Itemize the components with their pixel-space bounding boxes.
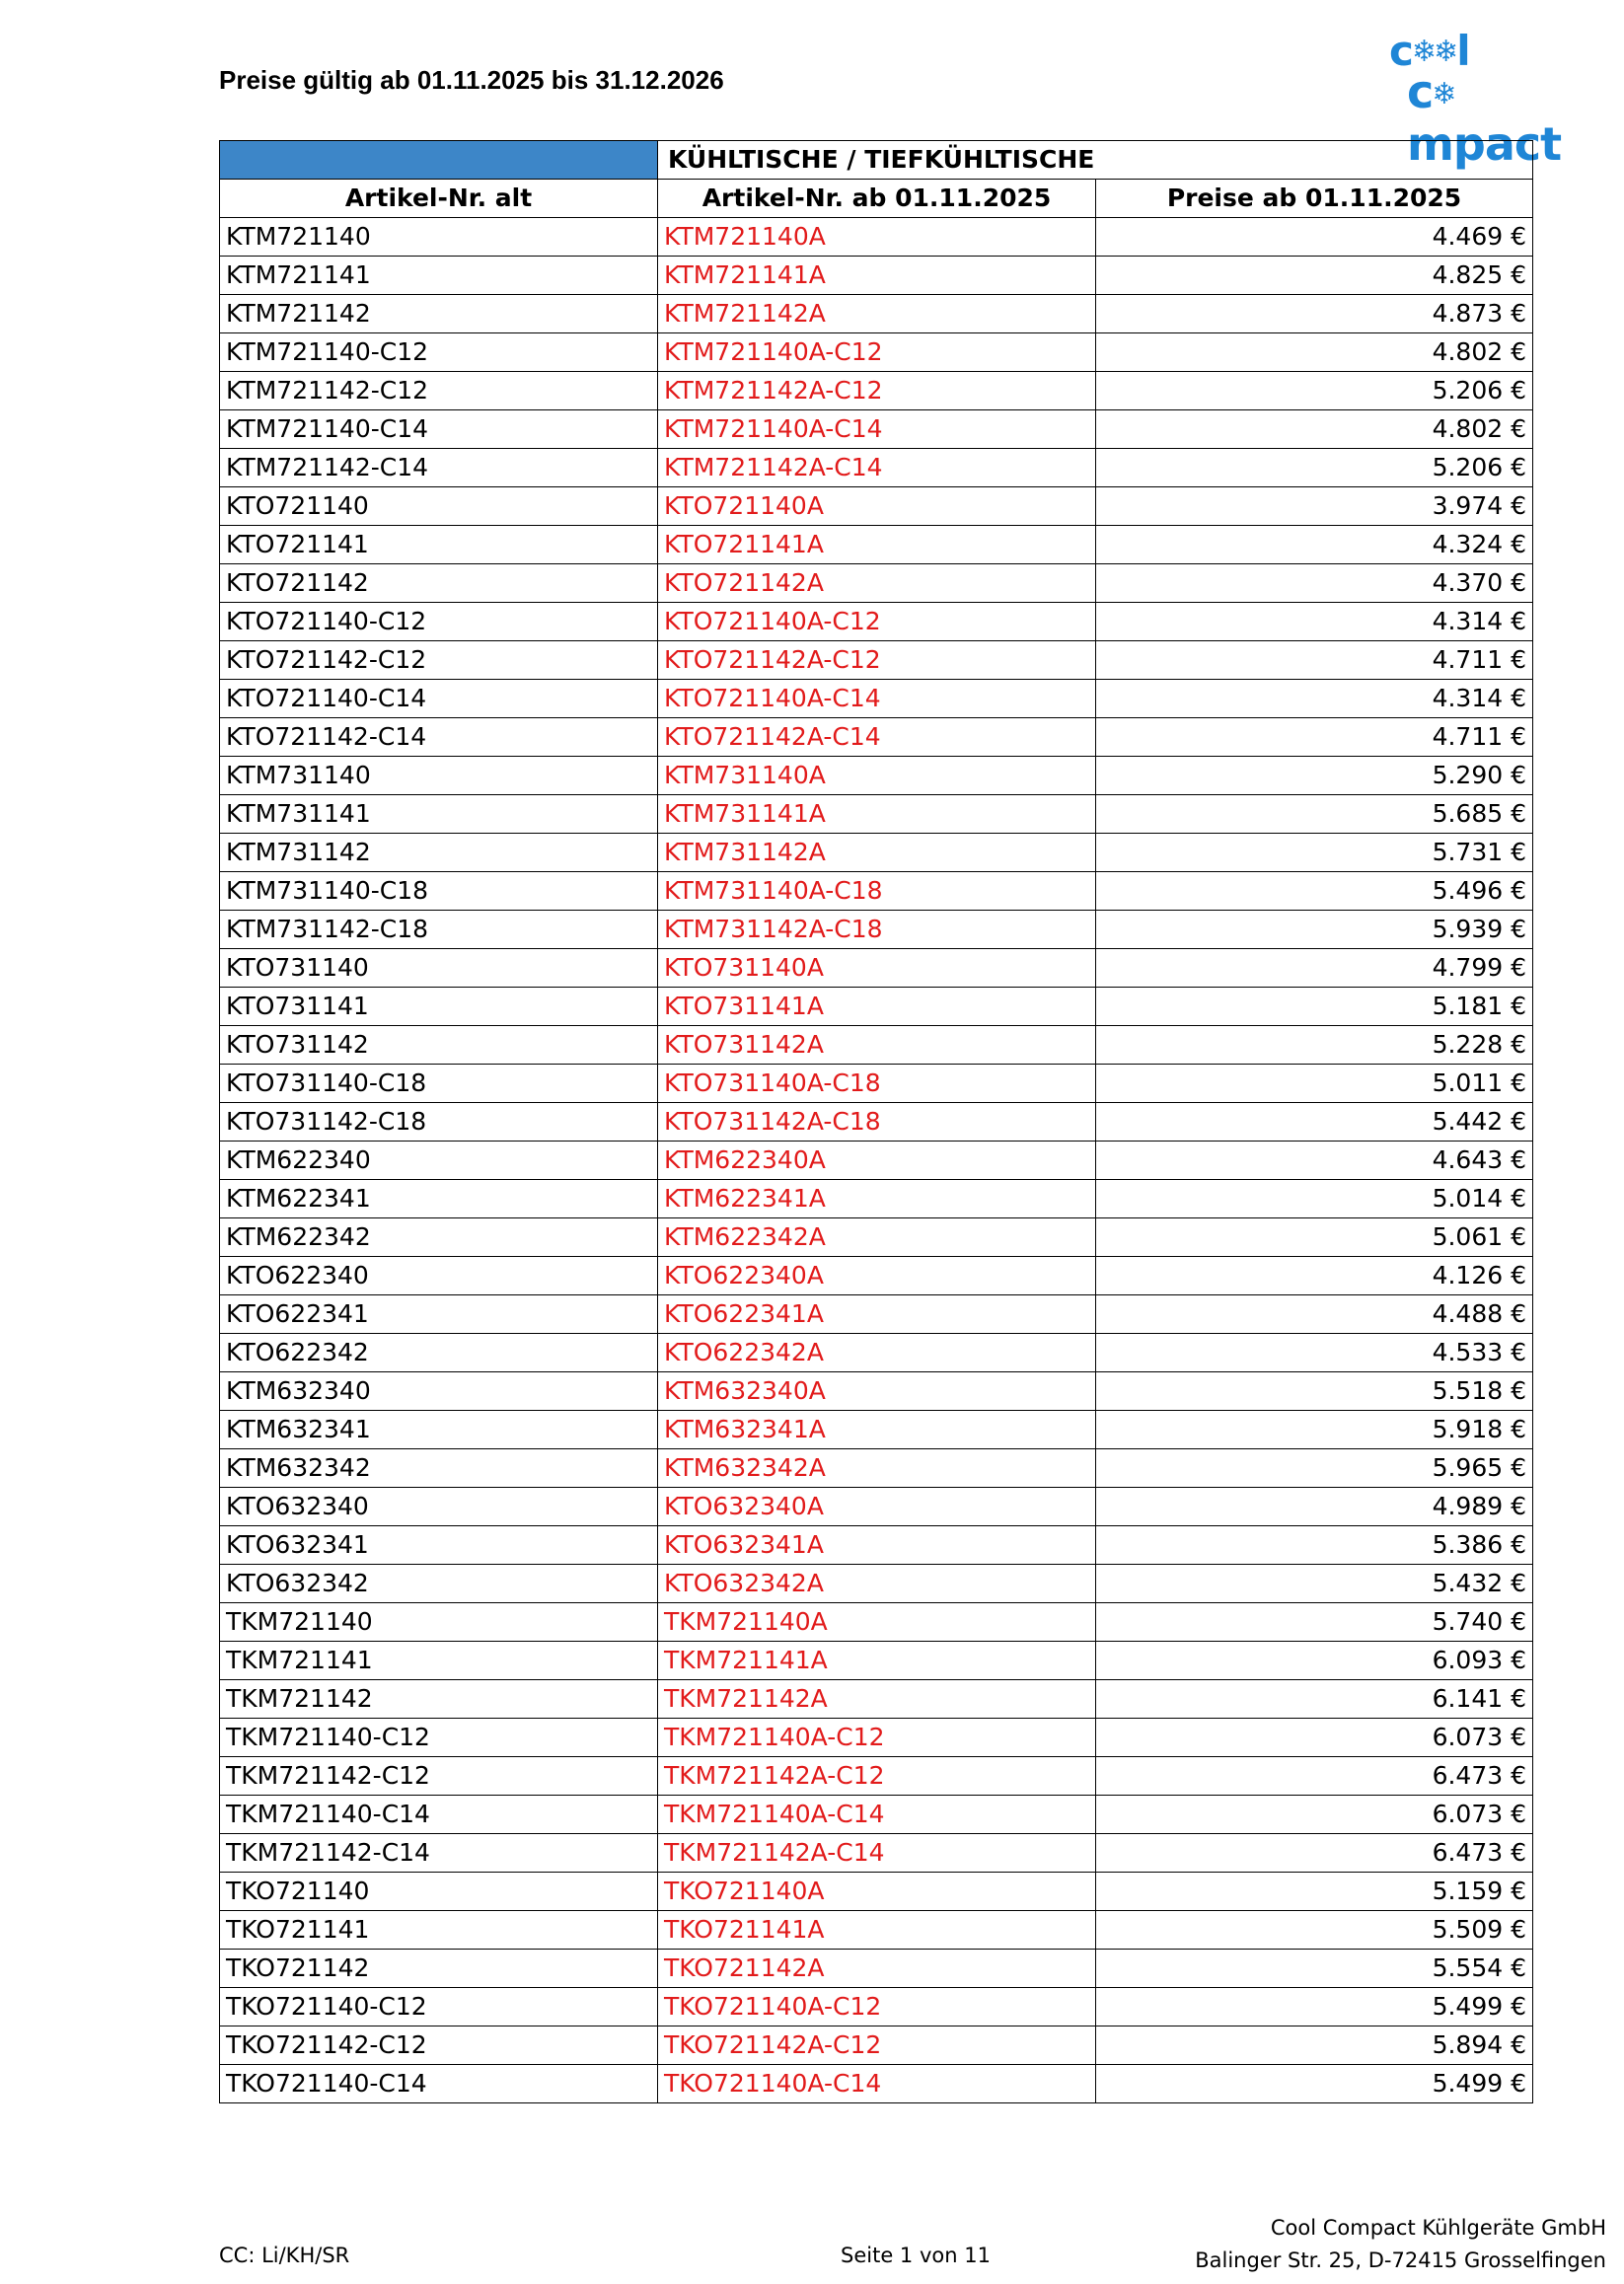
old-article-number: KTM622342 [220, 1218, 658, 1257]
price-cell: 5.290 € [1096, 757, 1533, 795]
new-article-number: KTO721140A-C12 [658, 603, 1096, 641]
table-row [220, 1411, 1533, 1449]
price-cell: 5.159 € [1096, 1873, 1533, 1911]
table-row [220, 1526, 1533, 1565]
footer-page-number: Seite 1 von 11 [841, 2244, 991, 2267]
table-row [220, 295, 1533, 333]
price-cell: 5.918 € [1096, 1411, 1533, 1449]
new-article-number: KTM721140A-C12 [658, 333, 1096, 372]
price-cell: 4.126 € [1096, 1257, 1533, 1295]
price-cell: 6.473 € [1096, 1757, 1533, 1796]
price-cell: 5.894 € [1096, 2026, 1533, 2065]
new-article-number: KTM721140A [658, 218, 1096, 257]
old-article-number: KTM632340 [220, 1372, 658, 1411]
price-cell: 5.939 € [1096, 911, 1533, 949]
table-row [220, 1103, 1533, 1142]
logo-line-1: c❄❄l [1389, 27, 1470, 75]
old-article-number: KTO731140 [220, 949, 658, 988]
price-cell: 5.228 € [1096, 1026, 1533, 1065]
new-article-number: KTO622342A [658, 1334, 1096, 1372]
table-row [220, 257, 1533, 295]
new-article-number: TKM721140A [658, 1603, 1096, 1642]
old-article-number: KTM622340 [220, 1142, 658, 1180]
table-row [220, 1334, 1533, 1372]
old-article-number: KTM632342 [220, 1449, 658, 1488]
table-row [220, 1988, 1533, 2026]
column-header-price: Preise ab 01.11.2025 [1096, 180, 1533, 218]
old-article-number: KTO721140-C14 [220, 680, 658, 718]
price-cell: 5.181 € [1096, 988, 1533, 1026]
table-row [220, 2026, 1533, 2065]
new-article-number: TKO721142A [658, 1950, 1096, 1988]
price-cell: 5.206 € [1096, 449, 1533, 487]
new-article-number: TKM721142A-C12 [658, 1757, 1096, 1796]
price-cell: 4.488 € [1096, 1295, 1533, 1334]
table-row [220, 1911, 1533, 1950]
new-article-number: KTM731142A [658, 834, 1096, 872]
price-cell: 5.740 € [1096, 1603, 1533, 1642]
old-article-number: KTO721142-C14 [220, 718, 658, 757]
old-article-number: KTO622340 [220, 1257, 658, 1295]
old-article-number: TKO721140-C12 [220, 1988, 658, 2026]
table-row [220, 1449, 1533, 1488]
price-cell: 6.093 € [1096, 1642, 1533, 1680]
table-row [220, 872, 1533, 911]
table-row [220, 564, 1533, 603]
new-article-number: TKO721140A-C14 [658, 2065, 1096, 2103]
new-article-number: TKM721142A-C14 [658, 1834, 1096, 1873]
table-row [220, 487, 1533, 526]
price-cell: 4.989 € [1096, 1488, 1533, 1526]
new-article-number: KTO622340A [658, 1257, 1096, 1295]
old-article-number: KTM721141 [220, 257, 658, 295]
new-article-number: KTO632341A [658, 1526, 1096, 1565]
old-article-number: KTM731142-C18 [220, 911, 658, 949]
price-cell: 4.370 € [1096, 564, 1533, 603]
price-cell: 4.711 € [1096, 718, 1533, 757]
price-cell: 5.014 € [1096, 1180, 1533, 1218]
old-article-number: KTM731140-C18 [220, 872, 658, 911]
new-article-number: KTO632342A [658, 1565, 1096, 1603]
new-article-number: KTO721140A [658, 487, 1096, 526]
price-cell: 5.496 € [1096, 872, 1533, 911]
new-article-number: KTM721140A-C14 [658, 410, 1096, 449]
price-cell: 4.825 € [1096, 257, 1533, 295]
new-article-number: KTO622341A [658, 1295, 1096, 1334]
old-article-number: TKM721140-C12 [220, 1719, 658, 1757]
price-cell: 6.073 € [1096, 1719, 1533, 1757]
header-color-cell [220, 141, 658, 180]
price-cell: 4.533 € [1096, 1334, 1533, 1372]
price-cell: 4.469 € [1096, 218, 1533, 257]
new-article-number: KTM632342A [658, 1449, 1096, 1488]
table-row [220, 1680, 1533, 1719]
price-cell: 4.802 € [1096, 333, 1533, 372]
new-article-number: KTO731142A [658, 1026, 1096, 1065]
new-article-number: KTM731142A-C18 [658, 911, 1096, 949]
new-article-number: KTO731141A [658, 988, 1096, 1026]
table-row [220, 641, 1533, 680]
footer-cc: CC: Li/KH/SR [219, 2244, 350, 2267]
old-article-number: TKM721142 [220, 1680, 658, 1719]
old-article-number: KTM721140 [220, 218, 658, 257]
old-article-number: KTM731142 [220, 834, 658, 872]
table-row [220, 449, 1533, 487]
price-cell: 5.442 € [1096, 1103, 1533, 1142]
old-article-number: KTO632341 [220, 1526, 658, 1565]
price-cell: 5.965 € [1096, 1449, 1533, 1488]
table-body [220, 218, 1533, 2103]
price-cell: 6.473 € [1096, 1834, 1533, 1873]
table-row [220, 1757, 1533, 1796]
old-article-number: KTM632341 [220, 1411, 658, 1449]
new-article-number: TKO721140A [658, 1873, 1096, 1911]
new-article-number: KTM622341A [658, 1180, 1096, 1218]
new-article-number: KTM632340A [658, 1372, 1096, 1411]
new-article-number: KTM731140A [658, 757, 1096, 795]
price-cell: 5.011 € [1096, 1065, 1533, 1103]
old-article-number: KTO731142 [220, 1026, 658, 1065]
table-row [220, 680, 1533, 718]
old-article-number: TKM721140 [220, 1603, 658, 1642]
snowflake-icon: ❄ [1432, 77, 1456, 111]
new-article-number: KTM731141A [658, 795, 1096, 834]
section-title: KÜHLTISCHE / TIEFKÜHLTISCHE [658, 141, 1533, 180]
price-table [219, 140, 1533, 2103]
old-article-number: KTO632342 [220, 1565, 658, 1603]
price-cell: 5.509 € [1096, 1911, 1533, 1950]
footer-address: Balinger Str. 25, D-72415 Grosselfingen [1195, 2248, 1606, 2272]
old-article-number: TKO721142-C12 [220, 2026, 658, 2065]
table-row [220, 988, 1533, 1026]
table-row [220, 1026, 1533, 1065]
old-article-number: KTO721140-C12 [220, 603, 658, 641]
new-article-number: KTM721142A-C14 [658, 449, 1096, 487]
price-cell: 5.518 € [1096, 1372, 1533, 1411]
table-row [220, 2065, 1533, 2103]
old-article-number: KTO622342 [220, 1334, 658, 1372]
new-article-number: KTO721142A-C14 [658, 718, 1096, 757]
old-article-number: KTM721142-C14 [220, 449, 658, 487]
table-row [220, 1488, 1533, 1526]
footer-company-block [1195, 2212, 1606, 2277]
table-row [220, 1603, 1533, 1642]
old-article-number: KTM731141 [220, 795, 658, 834]
old-article-number: KTO721140 [220, 487, 658, 526]
new-article-number: TKO721142A-C12 [658, 2026, 1096, 2065]
table-row [220, 949, 1533, 988]
new-article-number: TKM721142A [658, 1680, 1096, 1719]
old-article-number: KTM721142 [220, 295, 658, 333]
price-cell: 6.141 € [1096, 1680, 1533, 1719]
old-article-number: TKO721142 [220, 1950, 658, 1988]
table-row [220, 333, 1533, 372]
table-row [220, 1642, 1533, 1680]
table-row [220, 526, 1533, 564]
table-row [220, 1295, 1533, 1334]
column-header-row [220, 180, 1533, 218]
new-article-number: KTM721141A [658, 257, 1096, 295]
price-cell: 5.386 € [1096, 1526, 1533, 1565]
table-title-row [220, 141, 1533, 180]
price-cell: 5.499 € [1096, 2065, 1533, 2103]
table-row [220, 1565, 1533, 1603]
table-row [220, 1142, 1533, 1180]
price-cell: 5.554 € [1096, 1950, 1533, 1988]
table-row [220, 1873, 1533, 1911]
old-article-number: KTM731140 [220, 757, 658, 795]
old-article-number: TKM721141 [220, 1642, 658, 1680]
table-row [220, 1950, 1533, 1988]
table-row [220, 1372, 1533, 1411]
price-cell: 3.974 € [1096, 487, 1533, 526]
new-article-number: KTM622340A [658, 1142, 1096, 1180]
table-row [220, 218, 1533, 257]
old-article-number: KTM622341 [220, 1180, 658, 1218]
new-article-number: KTM731140A-C18 [658, 872, 1096, 911]
table-row [220, 1796, 1533, 1834]
footer-company-name: Cool Compact Kühlgeräte GmbH [1270, 2216, 1606, 2240]
table-row [220, 372, 1533, 410]
price-cell: 4.324 € [1096, 526, 1533, 564]
old-article-number: KTO731142-C18 [220, 1103, 658, 1142]
table-row [220, 834, 1533, 872]
new-article-number: KTM721142A [658, 295, 1096, 333]
table-row [220, 1218, 1533, 1257]
old-article-number: TKO721140-C14 [220, 2065, 658, 2103]
old-article-number: KTO731140-C18 [220, 1065, 658, 1103]
price-cell: 4.314 € [1096, 680, 1533, 718]
column-header-new-number: Artikel-Nr. ab 01.11.2025 [658, 180, 1096, 218]
old-article-number: KTM721140-C12 [220, 333, 658, 372]
table-row [220, 410, 1533, 449]
price-cell: 4.799 € [1096, 949, 1533, 988]
new-article-number: KTO731142A-C18 [658, 1103, 1096, 1142]
table-row [220, 1257, 1533, 1295]
price-cell: 5.432 € [1096, 1565, 1533, 1603]
table-row [220, 718, 1533, 757]
new-article-number: KTO721142A [658, 564, 1096, 603]
table-row [220, 1834, 1533, 1873]
new-article-number: KTO721141A [658, 526, 1096, 564]
new-article-number: KTO731140A-C18 [658, 1065, 1096, 1103]
old-article-number: KTM721142-C12 [220, 372, 658, 410]
new-article-number: KTM622342A [658, 1218, 1096, 1257]
new-article-number: TKO721140A-C12 [658, 1988, 1096, 2026]
old-article-number: KTO721142-C12 [220, 641, 658, 680]
old-article-number: KTO622341 [220, 1295, 658, 1334]
price-cell: 5.061 € [1096, 1218, 1533, 1257]
snowflake-icon: ❄ [1434, 35, 1458, 69]
old-article-number: KTO721141 [220, 526, 658, 564]
old-article-number: TKM721140-C14 [220, 1796, 658, 1834]
price-cell: 5.499 € [1096, 1988, 1533, 2026]
new-article-number: TKM721140A-C14 [658, 1796, 1096, 1834]
price-cell: 5.206 € [1096, 372, 1533, 410]
company-logo [1389, 27, 1606, 171]
old-article-number: KTM721140-C14 [220, 410, 658, 449]
price-cell: 4.873 € [1096, 295, 1533, 333]
old-article-number: TKO721141 [220, 1911, 658, 1950]
price-cell: 4.314 € [1096, 603, 1533, 641]
old-article-number: TKM721142-C12 [220, 1757, 658, 1796]
table-row [220, 1180, 1533, 1218]
old-article-number: KTO721142 [220, 564, 658, 603]
price-cell: 4.802 € [1096, 410, 1533, 449]
new-article-number: KTO721142A-C12 [658, 641, 1096, 680]
validity-period: Preise gültig ab 01.11.2025 bis 31.12.2026 [219, 65, 724, 95]
price-cell: 6.073 € [1096, 1796, 1533, 1834]
price-cell: 5.685 € [1096, 795, 1533, 834]
price-cell: 4.711 € [1096, 641, 1533, 680]
new-article-number: KTM721142A-C12 [658, 372, 1096, 410]
new-article-number: KTO721140A-C14 [658, 680, 1096, 718]
table-row [220, 603, 1533, 641]
new-article-number: TKM721140A-C12 [658, 1719, 1096, 1757]
new-article-number: TKO721141A [658, 1911, 1096, 1950]
new-article-number: KTM632341A [658, 1411, 1096, 1449]
table-row [220, 1065, 1533, 1103]
price-cell: 4.643 € [1096, 1142, 1533, 1180]
table-row [220, 795, 1533, 834]
old-article-number: TKO721140 [220, 1873, 658, 1911]
old-article-number: KTO632340 [220, 1488, 658, 1526]
old-article-number: KTO731141 [220, 988, 658, 1026]
new-article-number: KTO731140A [658, 949, 1096, 988]
new-article-number: TKM721141A [658, 1642, 1096, 1680]
new-article-number: KTO632340A [658, 1488, 1096, 1526]
logo-line-2: c❄mpact [1407, 65, 1562, 171]
column-header-old-number: Artikel-Nr. alt [220, 180, 658, 218]
old-article-number: TKM721142-C14 [220, 1834, 658, 1873]
table-row [220, 757, 1533, 795]
price-cell: 5.731 € [1096, 834, 1533, 872]
table-row [220, 1719, 1533, 1757]
table-row [220, 911, 1533, 949]
snowflake-icon: ❄ [1411, 35, 1437, 69]
